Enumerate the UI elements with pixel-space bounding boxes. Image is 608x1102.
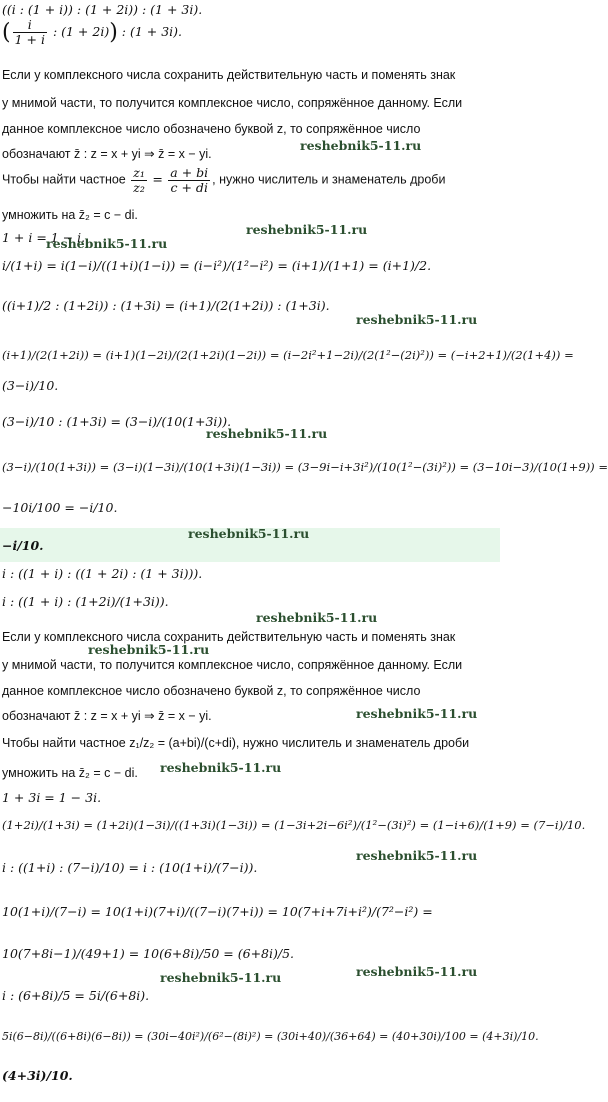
watermark: reshebnik5-11.ru <box>356 312 478 327</box>
expression-1a: ((i : (1 + i)) : (1 + 2i)) : (1 + 3i). <box>2 2 203 17</box>
z2: z₂ <box>133 179 145 195</box>
conjugate-1-plus-3i: 1 + 3i = 1 − 3i. <box>2 790 102 805</box>
watermark: reshebnik5-11.ru <box>256 610 378 625</box>
conjugate-rule-2-line-3: данное комплексное число обозначено буквой z, то сопряжённое число <box>2 684 421 698</box>
answer-1: −i/10. <box>2 538 44 553</box>
step-1: i/(1+i) = i(1−i)/((1+i)(1−i)) = (i−i²)/(1²−i²) = (i+1)/(1+1) = (i+1)/2. <box>2 258 432 273</box>
frac-num: i <box>13 18 47 33</box>
conjugate-rule-line-1: Если у комплексного числа сохранить действительную часть и поменять знак <box>2 68 456 82</box>
step-5: (3−i)/(10(1+3i)) = (3−i)(1−3i)/(10(1+3i)(1−3i)) = (3−9i−i+3i²)/(10(1²−(3i)²)) = (3−10i−3)/(10(1+9)) = <box>2 460 608 474</box>
watermark: reshebnik5-11.ru <box>246 222 368 237</box>
step-5-result: −10i/100 = −i/10. <box>2 500 118 515</box>
frac-den: 1 + i <box>14 31 45 47</box>
watermark: reshebnik5-11.ru <box>46 236 168 251</box>
expr-mid: : (1 + 2i) <box>48 23 110 39</box>
answer-2: (4+3i)/10. <box>2 1068 73 1083</box>
watermark: reshebnik5-11.ru <box>206 426 328 441</box>
conjugate-rule-2-line-1: Если у комплексного числа сохранить действительную часть и поменять знак <box>2 630 456 644</box>
division-rule-2-line-1: Чтобы найти частное z₁/z₂ = (a+bi)/(c+di), нужно числитель и знаменатель дроби <box>2 736 470 750</box>
watermark: reshebnik5-11.ru <box>356 848 478 863</box>
step-2-5: i : (6+8i)/5 = 5i/(6+8i). <box>2 988 150 1003</box>
step-3-result: (3−i)/10. <box>2 378 59 393</box>
step-2: ((i+1)/2 : (1+2i)) : (1+3i) = (i+1)/(2(1+2i)) : (1+3i). <box>2 298 330 313</box>
watermark: reshebnik5-11.ru <box>300 138 422 153</box>
conjugate-rule-line-2: у мнимой части, то получится комплексное число, сопряжённое данному. Если <box>2 96 463 110</box>
watermark: reshebnik5-11.ru <box>88 642 210 657</box>
division-rule-tail: , нужно числитель и знаменатель дроби <box>212 172 446 187</box>
division-rule-lead: Чтобы найти частное <box>2 172 126 187</box>
expression-1b: ( $\frac{i}{1 + i}$ : (1 + 2i)) : (1 + 3i). <box>2 17 183 47</box>
step-2-3: 10(1+i)/(7−i) = 10(1+i)(7+i)/((7−i)(7+i)) = 10(7+i+7i+i²)/(7²−i²) = <box>2 904 433 919</box>
division-rule-2-line-2: умножить на z̄₂ = c − di. <box>2 766 138 780</box>
conjugate-rule-2-line-2: у мнимой части, то получится комплексное число, сопряжённое данному. Если <box>2 658 463 672</box>
step-2-6: 5i(6−8i)/((6+8i)(6−8i)) = (30i−40i²)/(6²−(8i)²) = (30i+40)/(36+64) = (40+30i)/100 = (4+3i)/10. <box>2 1030 539 1043</box>
watermark: reshebnik5-11.ru <box>188 526 310 541</box>
conjugate-1-plus-i: 1 + i = 1 − i. <box>2 230 86 245</box>
c-di: c + di <box>170 179 208 195</box>
expression-2a: i : ((1 + i) : ((1 + 2i) : (1 + 3i))). <box>2 566 203 581</box>
a-bi: a + bi <box>170 165 209 180</box>
expr-tail: : (1 + 3i). <box>117 23 183 39</box>
step-3: (i+1)/(2(1+2i)) = (i+1)(1−2i)/(2(1+2i)(1−2i)) = (i−2i²+1−2i)/(2(1²−(2i)²)) = (−i+2+1)/(2(1+4)) = <box>2 348 574 362</box>
conjugate-rule-line-4: обозначают z̄ : z = x + yi ⇒ z̄ = x − yi. <box>2 147 212 161</box>
watermark: reshebnik5-11.ru <box>356 706 478 721</box>
z1: z₁ <box>133 165 145 180</box>
watermark: reshebnik5-11.ru <box>356 964 478 979</box>
conjugate-rule-2-line-4: обозначают z̄ : z = x + yi ⇒ z̄ = x − yi. <box>2 709 212 723</box>
step-2-4: 10(7+8i−1)/(49+1) = 10(6+8i)/50 = (6+8i)/5. <box>2 946 295 961</box>
step-2-1: (1+2i)/(1+3i) = (1+2i)(1−3i)/((1+3i)(1−3i)) = (1−3i+2i−6i²)/(1²−(3i)²) = (1−i+6)/(1+9) = (7−i)/10. <box>2 818 586 832</box>
watermark: reshebnik5-11.ru <box>160 970 282 985</box>
step-4: (3−i)/10 : (1+3i) = (3−i)/(10(1+3i)). <box>2 414 232 429</box>
expression-2b: i : ((1 + i) : (1+2i)/(1+3i)). <box>2 594 169 609</box>
division-rule-line-2: умножить на z̄₂ = c − di. <box>2 208 138 222</box>
step-2-2: i : ((1+i) : (7−i)/10) = i : (10(1+i)/(7−i)). <box>2 860 258 875</box>
division-rule-line-1: Чтобы найти частное $\frac{\text{z₁}}{\text{z₂}}$ = $\frac{a + bi}{c + di}$ , нужно числитель и знаменатель дроби <box>2 165 446 195</box>
watermark: reshebnik5-11.ru <box>160 760 282 775</box>
conjugate-rule-line-3: данное комплексное число обозначено буквой z, то сопряжённое число <box>2 122 421 136</box>
